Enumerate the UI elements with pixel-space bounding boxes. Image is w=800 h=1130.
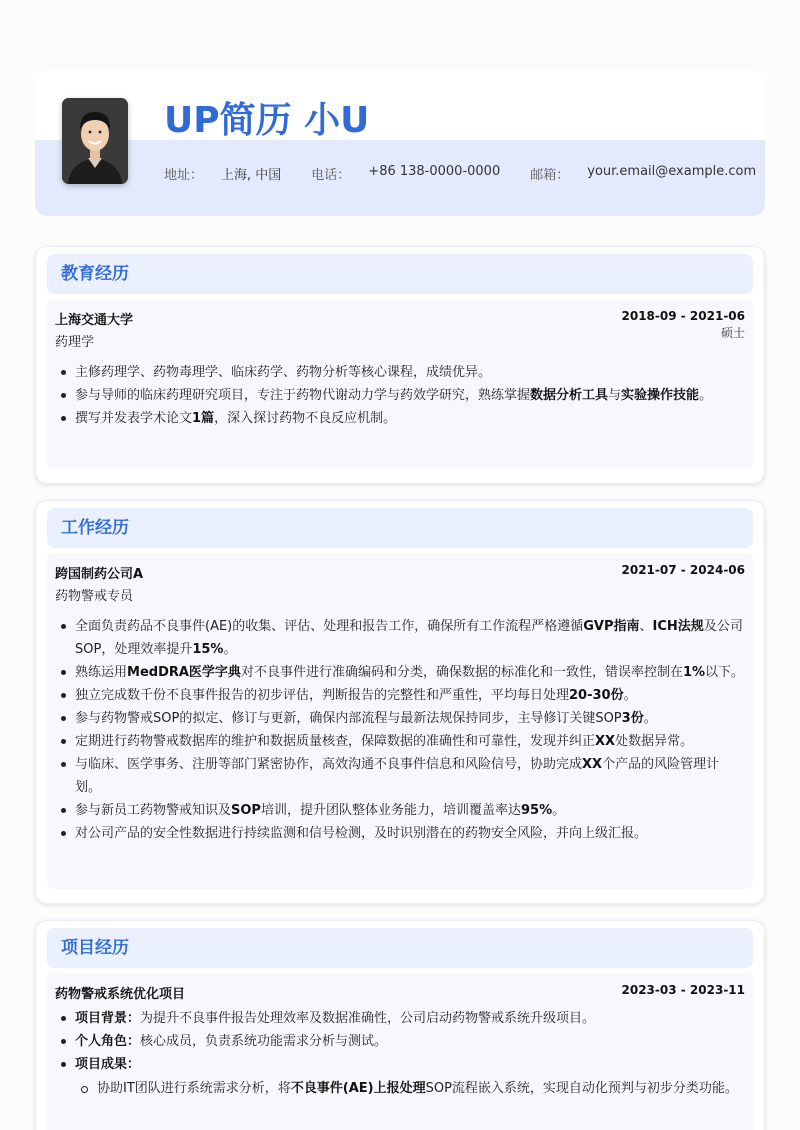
education-date: 2018-09 - 2021-06	[621, 309, 745, 323]
work-title: 工作经历	[47, 508, 753, 548]
project-name: 药物警戒系统优化项目	[55, 987, 186, 1002]
email-value: your.email@example.com	[587, 164, 757, 179]
list-item: 参与新员工药物警戒知识及SOP培训，提升团队整体业务能力，培训覆盖率达95%。	[55, 799, 745, 822]
list-item: 参与导师的临床药理研究项目，专注于药物代谢动力学与药效学研究，熟练掌握数据分析工具与实验操作技能。	[55, 384, 745, 407]
list-item: 熟练运用MedDRA医学字典对不良事件进行准确编码和分类，确保数据的标准化和一致性，错误率控制在1%以下。	[55, 661, 745, 684]
company-name: 跨国制药公司A	[55, 567, 144, 582]
list-item: 个人角色：核心成员，负责系统功能需求分析与测试。	[55, 1030, 745, 1053]
list-item: 与临床、医学事务、注册等部门紧密协作，高效沟通不良事件信息和风险信号，协助完成XX个产品的风险管理计划。	[55, 753, 745, 799]
project-date: 2023-03 - 2023-11	[621, 983, 745, 997]
list-item: 定期进行药物警戒数据库的维护和数据质量核查，保障数据的准确性和可靠性，发现并纠正XX处数据异常。	[55, 730, 745, 753]
address-label: 地址：	[164, 168, 204, 183]
work-section	[35, 500, 765, 904]
resume-header	[35, 70, 765, 216]
candidate-name: UP简历 小U	[164, 100, 370, 141]
job-role: 药物警戒专员	[55, 589, 134, 604]
phone-label: 电话：	[311, 168, 351, 183]
education-entry	[47, 299, 753, 469]
address-value: 上海, 中国	[221, 168, 282, 183]
list-item: 撰写并发表学术论文1篇，深入探讨药物不良反应机制。	[55, 407, 745, 430]
project-title: 项目经历	[47, 928, 753, 968]
profile-photo	[62, 98, 128, 184]
degree: 硕士	[720, 326, 745, 340]
email-label: 邮箱：	[530, 168, 570, 183]
phone-value: +86 138-0000-0000	[368, 164, 501, 179]
list-item: 项目成果：	[55, 1053, 745, 1076]
contact-info	[164, 164, 786, 183]
list-item: 参与药物警戒SOP的拟定、修订与更新，确保内部流程与最新法规保持同步，主导修订关键SOP3份。	[55, 707, 745, 730]
list-item: 全面负责药品不良事件(AE)的收集、评估、处理和报告工作，确保所有工作流程严格遵循GVP指南、ICH法规及公司SOP，处理效率提升15%。	[55, 615, 745, 661]
list-item: 项目背景：为提升不良事件报告处理效率及数据准确性，公司启动药物警戒系统升级项目。	[55, 1007, 745, 1030]
education-title: 教育经历	[47, 254, 753, 294]
major: 药理学	[55, 335, 95, 350]
list-item: 独立完成数千份不良事件报告的初步评估，判断报告的完整性和严重性，平均每日处理20-30份。	[55, 684, 745, 707]
school-name: 上海交通大学	[55, 313, 134, 328]
education-section	[35, 246, 765, 484]
list-item: 主修药理学、药物毒理学、临床药学、药物分析等核心课程，成绩优异。	[55, 361, 745, 384]
list-item: 对公司产品的安全性数据进行持续监测和信号检测，及时识别潜在的药物安全风险，并向上级汇报。	[55, 822, 745, 845]
project-section	[35, 920, 765, 1130]
project-entry	[47, 973, 753, 1130]
work-entry	[47, 553, 753, 889]
list-item: 协助IT团队进行系统需求分析，将不良事件(AE)上报处理SOP流程嵌入系统，实现自动化预判与初步分类功能。	[55, 1078, 745, 1100]
work-date: 2021-07 - 2024-06	[621, 563, 745, 577]
